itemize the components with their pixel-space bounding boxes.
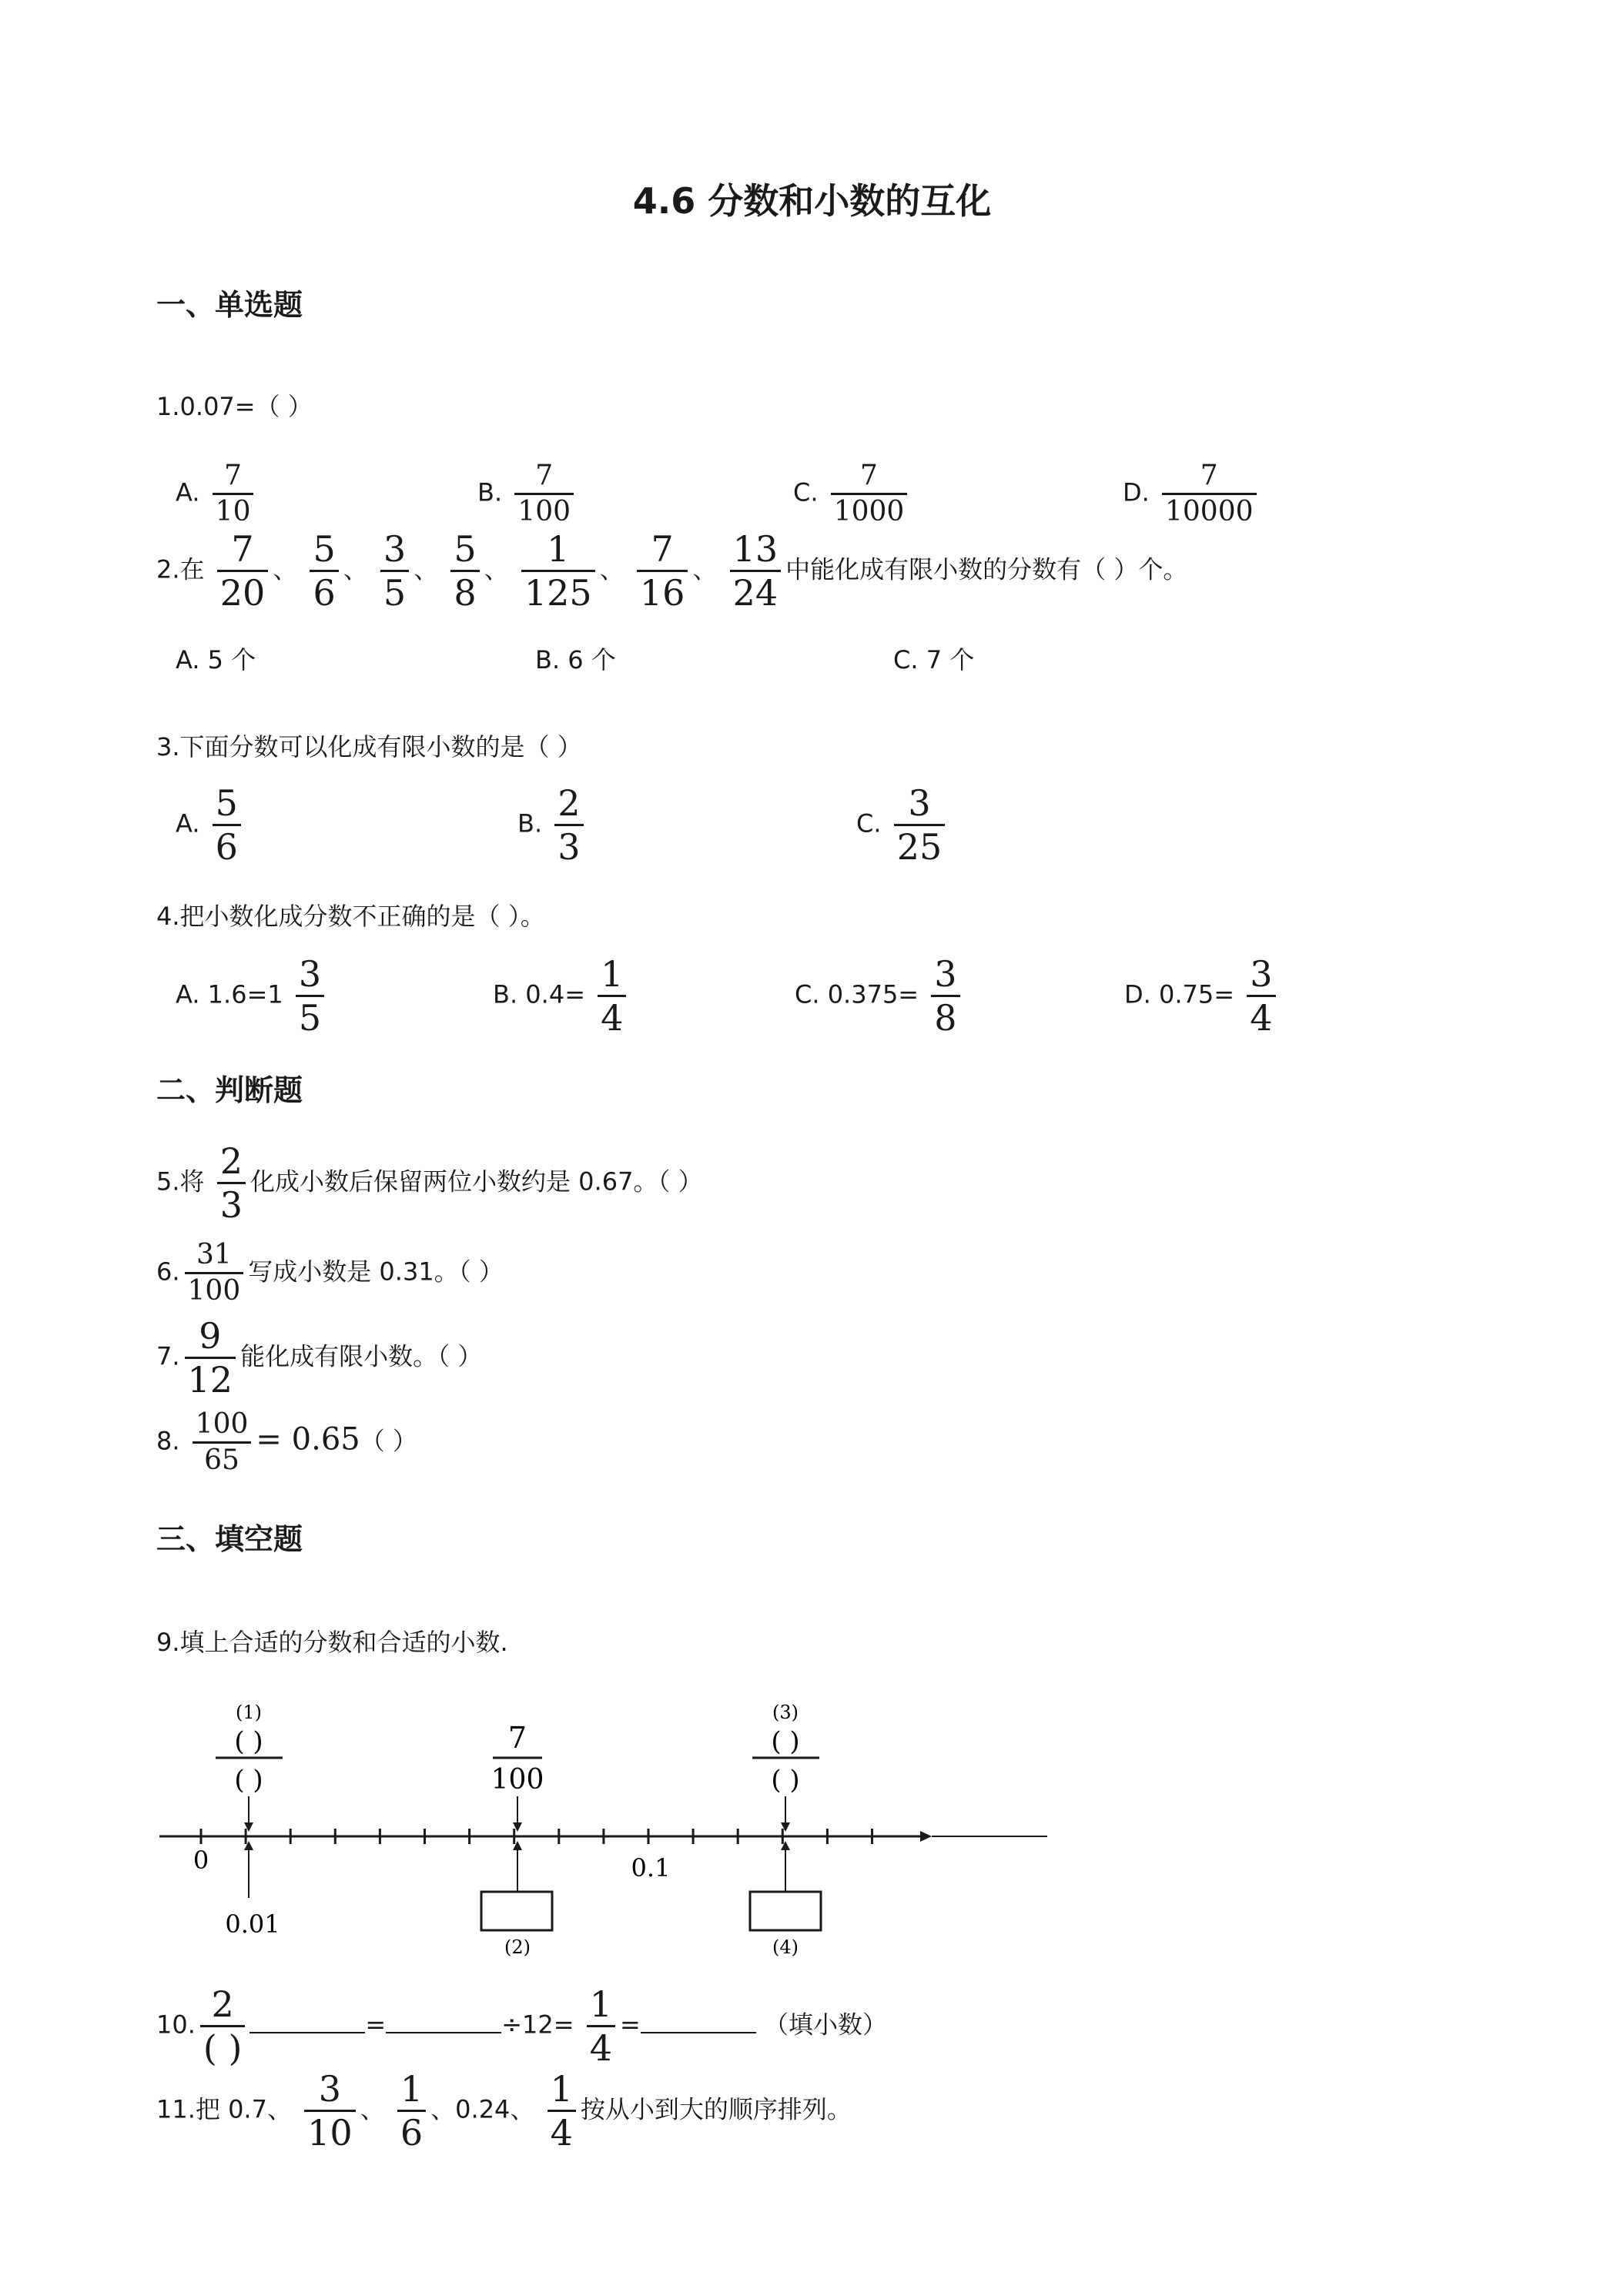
fraction: $\frac{7}{10000}$ — [1162, 462, 1257, 526]
fraction: $\frac{7}{100}$ — [514, 462, 574, 526]
q2-option-c[interactable]: C. 7 个 — [893, 645, 975, 674]
label-1: (1) — [236, 1702, 262, 1723]
q4-option-d[interactable]: D. 0.75= $\frac{3}{4}$ — [1124, 956, 1281, 1036]
fraction: $\frac{7}{16}$ — [637, 531, 688, 611]
fraction: $\frac{7}{1000}$ — [831, 462, 908, 526]
fraction: $\frac{7}{20}$ — [217, 531, 269, 611]
fraction: $\frac{5}{6}$ — [310, 531, 338, 611]
question-4-stem: 4.把小数化成分数不正确的是（ ）。 — [156, 902, 545, 931]
fraction-denominator: 100 — [491, 1764, 544, 1796]
option-letter: A. — [176, 477, 200, 507]
fraction: $\frac{3}{10}$ — [304, 2071, 356, 2150]
fraction: $\frac{5}{6}$ — [213, 785, 241, 865]
fraction: $\frac{1}{4}$ — [587, 1986, 615, 2066]
section-heading-fill-blank: 三、填空题 — [156, 1522, 303, 1556]
q3-option-a[interactable]: A. $\frac{5}{6}$ — [176, 785, 246, 865]
q4-option-b[interactable]: B. 0.4= $\frac{1}{4}$ — [493, 956, 631, 1036]
question-7: 7. $\frac{9}{12}$ 能化成有限小数。（ ） — [156, 1315, 483, 1401]
q1-option-d[interactable] — [1123, 462, 1261, 526]
question-8: 8. $\frac{100}{65}$ = 0.65（ ） — [156, 1408, 417, 1476]
blank-denominator: ( ) — [234, 1765, 263, 1796]
arrow-head-icon — [920, 1831, 932, 1842]
equation-result: = 0.65 — [256, 1421, 360, 1458]
q3-option-b[interactable]: B. $\frac{2}{3}$ — [517, 785, 588, 865]
q1-option-a[interactable] — [176, 462, 258, 526]
fraction: $\frac{1}{125}$ — [521, 531, 595, 611]
q2-option-b[interactable]: B. 6 个 — [535, 645, 616, 674]
section-heading-true-false: 二、判断题 — [156, 1073, 303, 1107]
question-10: 10. $\frac{2}{( )}$ = ÷12= $\frac{1}{4}$ = （填小数） — [156, 1983, 888, 2069]
question-9-stem: 9.填上合适的分数和合适的小数. — [156, 1628, 508, 1657]
label-3: (3) — [772, 1702, 799, 1723]
fraction-numerator: 7 — [507, 1721, 527, 1755]
q2-option-a[interactable]: A. 5 个 — [176, 645, 256, 674]
fraction: $\frac{2}{3}$ — [217, 1143, 246, 1223]
fraction: $\frac{1}{6}$ — [397, 2071, 426, 2150]
section-heading-single-choice: 一、单选题 — [156, 288, 303, 322]
fraction: $\frac{1}{4}$ — [547, 2071, 576, 2150]
question-5: 5.将 $\frac{2}{3}$ 化成小数后保留两位小数约是 0.67。（ ） — [156, 1140, 703, 1226]
number-line-diagram — [150, 1690, 1074, 1967]
page-title: 4.6 分数和小数的互化 — [632, 180, 992, 222]
fraction: $\frac{1}{4}$ — [598, 956, 626, 1036]
answer-box-2[interactable] — [481, 1892, 552, 1930]
fraction: $\frac{31}{100}$ — [185, 1241, 244, 1305]
answer-box-4[interactable] — [750, 1892, 821, 1930]
q1-option-b[interactable] — [477, 462, 578, 526]
answer-blank[interactable] — [249, 2009, 365, 2033]
q3-option-c[interactable]: C. $\frac{3}{25}$ — [856, 785, 949, 865]
blank-numerator: ( ) — [771, 1726, 800, 1757]
option-letter: C. — [793, 477, 819, 507]
label-4: (4) — [772, 1936, 799, 1958]
fraction: $\frac{7}{10}$ — [213, 462, 254, 526]
fraction: $\frac{13}{24}$ — [730, 531, 782, 611]
fraction: $\frac{3}{25}$ — [894, 785, 946, 865]
question-3-stem: 3.下面分数可以化成有限小数的是（ ） — [156, 732, 582, 761]
q1-option-c[interactable] — [793, 462, 912, 526]
tick-label-0-1: 0.1 — [631, 1853, 671, 1883]
fraction: $\frac{3}{4}$ — [1247, 956, 1275, 1036]
fraction: $\frac{3}{5}$ — [380, 531, 409, 611]
fraction: $\frac{3}{5}$ — [296, 956, 324, 1036]
blank-denominator: ( ) — [771, 1765, 800, 1796]
question-6: 6. $\frac{31}{100}$ 写成小数是 0.31。（ ） — [156, 1239, 504, 1307]
fraction: $\frac{5}{8}$ — [450, 531, 479, 611]
answer-blank[interactable] — [641, 2009, 756, 2033]
fraction: $\frac{9}{12}$ — [185, 1318, 236, 1397]
fraction: $\frac{3}{8}$ — [931, 956, 959, 1036]
q4-option-a[interactable]: A. 1.6=1 $\frac{3}{5}$ — [176, 956, 329, 1036]
question-1-stem: 1.0.07=（ ） — [156, 392, 313, 421]
fraction: $\frac{2}{( )}$ — [200, 1986, 246, 2066]
tick-label-zero: 0 — [193, 1846, 209, 1875]
question-2-stem: 2.在 $\frac{7}{20}$ 、 $\frac{5}{6}$ 、 $\frac{3}{5}$ 、 $\frac{5}{8}$ 、 $\frac{1}{125}$ 、 $\frac{7}{16}$ 、 $\frac{13}{24}$ 中能化成有限小数的分数有（ ）个。 — [156, 528, 1188, 614]
option-letter: B. — [477, 477, 503, 507]
label-2: (2) — [504, 1936, 531, 1958]
fraction: $\frac{2}{3}$ — [554, 785, 583, 865]
answer-blank[interactable] — [386, 2009, 501, 2033]
q4-option-c[interactable]: C. 0.375= $\frac{3}{8}$ — [795, 956, 965, 1036]
fraction: $\frac{100}{65}$ — [193, 1411, 252, 1474]
blank-numerator: ( ) — [234, 1726, 263, 1757]
option-letter: D. — [1123, 477, 1150, 507]
question-11: 11.把 0.7、 $\frac{3}{10}$ 、 $\frac{1}{6}$ 、0.24、 $\frac{1}{4}$ 按从小到大的顺序排列。 — [156, 2068, 852, 2154]
tick-label-0-01: 0.01 — [225, 1909, 280, 1939]
